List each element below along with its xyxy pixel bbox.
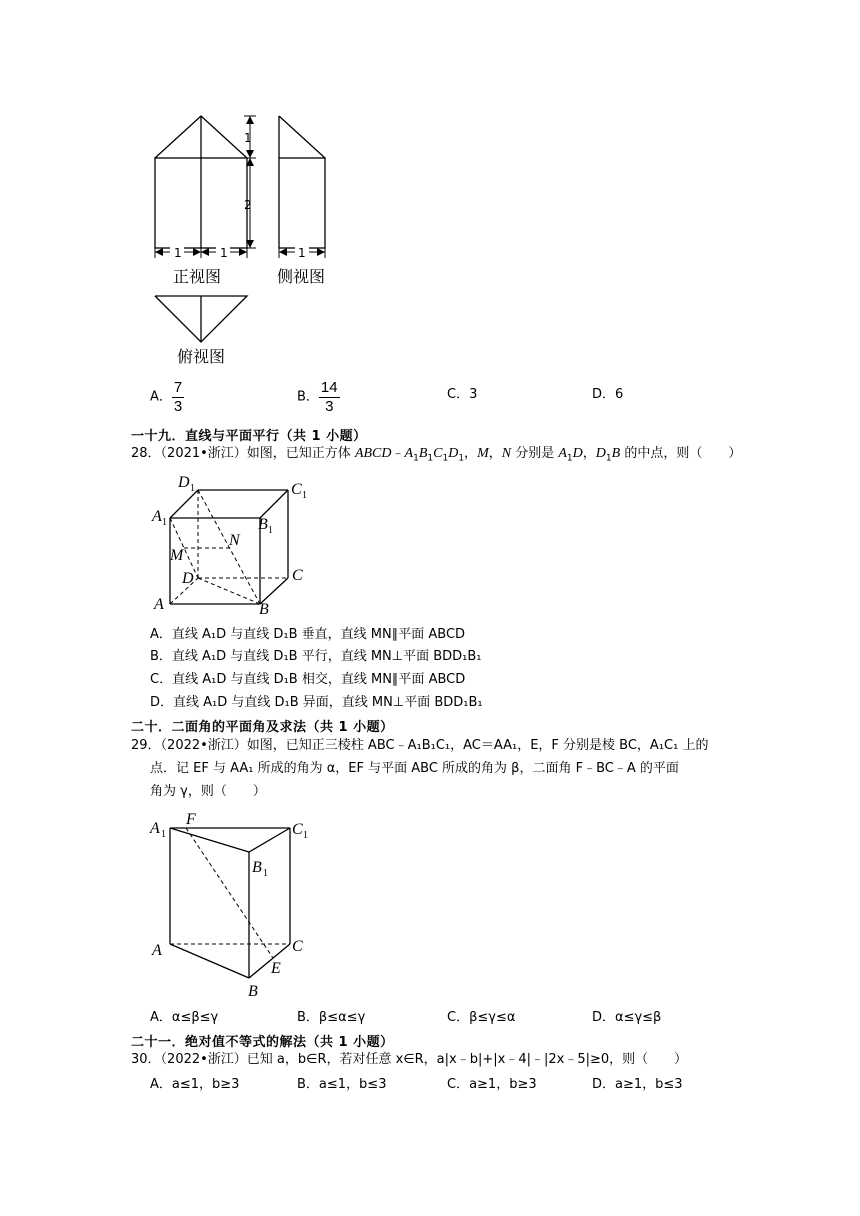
q29-option-b: B．β≤α≤γ xyxy=(297,1010,366,1025)
point-label-N: N xyxy=(229,532,240,549)
fraction-numerator: 7 xyxy=(173,379,183,396)
q29-stem-line-2: 点．记 EF 与 AA₁ 所成的角为 α，EF 与平面 ABC 所成的角为 β，二面角 F﹣BC﹣A 的平面 xyxy=(150,761,679,776)
vertex-label-sub: 1 xyxy=(190,483,195,494)
vertex-label-A1: A xyxy=(152,508,162,525)
dim-label-roof-height: 1 xyxy=(244,131,252,145)
vertex-label-C: C xyxy=(292,938,303,955)
top-view-label: 俯视图 xyxy=(177,347,226,366)
section-heading-21: 二十一．绝对值不等式的解法（共 1 小题） xyxy=(131,1035,394,1050)
q27-option-a-letter: A． xyxy=(150,389,172,405)
q27-option-d: D．6 xyxy=(592,387,624,402)
vertex-label-A: A xyxy=(152,942,162,959)
vertex-label-sub: 1 xyxy=(302,490,307,501)
vertex-label-C: C xyxy=(292,567,303,584)
vertex-label-D1: D xyxy=(178,474,190,491)
fraction-denominator: 3 xyxy=(173,398,183,415)
vertex-label-B: B xyxy=(248,983,258,1000)
q28-stem-part: 分别是 xyxy=(511,446,559,461)
dim-label-front-right: 1 xyxy=(220,246,228,260)
side-view-label: 侧视图 xyxy=(277,267,326,286)
vertex-label-B1: B xyxy=(258,516,268,533)
q28-option-c: C．直线 A₁D 与直线 D₁B 相交，直线 MN∥平面 ABCD xyxy=(150,672,466,687)
vertex-label-B: B xyxy=(259,601,269,618)
q28-option-d: D．直线 A₁D 与直线 D₁B 异面，直线 MN⊥平面 BDD₁B₁ xyxy=(150,695,483,710)
q30-stem: 30．（2022•浙江）已知 a，b∈R，若对任意 x∈R，a|x﹣b|+|x﹣4|﹣|2x﹣5|≥0，则（ ） xyxy=(131,1052,688,1067)
fraction-numerator: 14 xyxy=(320,379,338,396)
q28-stem: 28．（2021•浙江）如图，已知正方体 $ABCD﹣A_1B_1C_1D_1$，M，N 分别是 $A_1D$，$D_1B$ 的中点，则（ ） xyxy=(131,446,742,464)
dim-label-front-left: 1 xyxy=(174,246,182,260)
vertex-label-sub: 1 xyxy=(268,525,273,536)
q28-option-b: B．直线 A₁D 与直线 D₁B 平行，直线 MN⊥平面 BDD₁B₁ xyxy=(150,649,482,664)
q28-option-a: A．直线 A₁D 与直线 D₁B 垂直，直线 MN∥平面 ABCD xyxy=(150,627,466,642)
vertex-label-B1: B xyxy=(252,859,262,876)
front-view-label: 正视图 xyxy=(173,267,222,286)
q29-stem-line-3: 角为 γ，则（ ） xyxy=(150,784,266,799)
q28-stem-part: 的中点，则（ ） xyxy=(620,446,742,461)
vertex-label-sub: 1 xyxy=(161,829,166,840)
dim-label-side-width: 1 xyxy=(298,246,306,260)
vertex-label-C1: C xyxy=(291,481,302,498)
fraction-denominator: 3 xyxy=(325,398,334,415)
section-heading-20: 二十．二面角的平面角及求法（共 1 小题） xyxy=(131,720,394,735)
q30-option-a: A．a≤1，b≥3 xyxy=(150,1077,240,1092)
point-label-M: M xyxy=(170,547,184,564)
q30-option-c: C．a≥1，b≥3 xyxy=(447,1077,537,1092)
section-heading-19: 一十九．直线与平面平行（共 1 小题） xyxy=(131,429,367,444)
point-label-E: E xyxy=(271,960,281,977)
vertex-label-sub: 1 xyxy=(263,868,268,879)
vertex-label-C1: C xyxy=(292,821,303,838)
q29-option-d: D．α≤γ≤β xyxy=(592,1010,662,1025)
vertex-label-sub: 1 xyxy=(303,830,308,841)
q29-option-c: C．β≤γ≤α xyxy=(447,1010,516,1025)
q30-option-d: D．a≥1，b≤3 xyxy=(592,1077,683,1092)
vertex-label-A: A xyxy=(154,596,164,613)
q27-option-c: C．3 xyxy=(447,387,478,402)
dim-label-wall-height: 2 xyxy=(244,198,252,212)
vertex-label-A1: A xyxy=(150,820,160,837)
q28-stem-part: 28．（2021•浙江）如图，已知正方体 xyxy=(131,446,355,461)
q28-stem-part: ， xyxy=(464,446,478,461)
q29-option-a: A．α≤β≤γ xyxy=(150,1010,219,1025)
q27-option-b-letter: B． xyxy=(297,389,319,405)
vertex-label-sub: 1 xyxy=(162,517,167,528)
q30-option-b: B．a≤1，b≤3 xyxy=(297,1077,387,1092)
q29-stem-line-1: 29．（2022•浙江）如图，已知正三棱柱 ABC﹣A₁B₁C₁，AC＝AA₁，E，F 分别是棱 BC，A₁C₁ 上的 xyxy=(131,738,709,753)
vertex-label-D: D xyxy=(182,570,194,587)
point-label-F: F xyxy=(186,811,196,828)
